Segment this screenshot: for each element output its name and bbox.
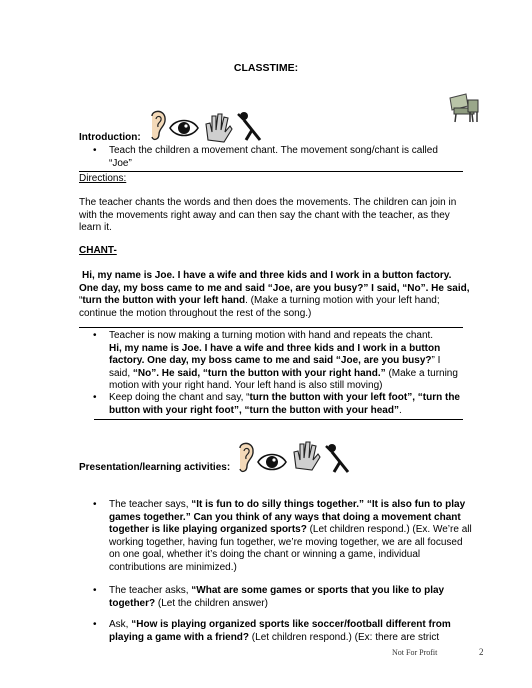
directions-heading: Directions: bbox=[79, 173, 127, 184]
eye-icon bbox=[258, 455, 286, 470]
bullet-dot: • bbox=[93, 499, 97, 510]
item-1-note: (Let children respond.) (Ex. We’re all working together, having fun together, we’re moving together, we are all focused on one goal, whether it’s doing the chant or winning a game, individual contributions are minimized.) bbox=[109, 524, 472, 573]
chant-step-2-intro: Keep doing the chant and say, “ bbox=[109, 392, 250, 403]
presentation-item-1 bbox=[109, 499, 474, 574]
footer-label: Not For Profit bbox=[392, 648, 438, 657]
chant-heading: CHANT- bbox=[79, 245, 117, 256]
item-1-intro: The teacher says, bbox=[109, 499, 192, 510]
chant-step-2-end: . bbox=[398, 404, 402, 416]
chant-paragraph bbox=[79, 270, 471, 320]
stretching-person-icon bbox=[238, 112, 260, 140]
chant-instruction: . (Make a turning motion with your left hand; continue the motion throughout the rest of the song.) bbox=[79, 295, 440, 319]
presentation-item-3 bbox=[109, 619, 471, 644]
directions-text: The teacher chants the words and then does the movements. The children can join in with the movements right away and can then say the chant with the teacher, as they learn it. bbox=[79, 197, 457, 233]
chant-step-1-instruction: (Make a turning motion with your right hand. Your left hand is also still moving) bbox=[109, 367, 458, 391]
intro-icon-row bbox=[146, 108, 266, 144]
chant-step-2 bbox=[109, 392, 469, 417]
stretching-person-icon bbox=[326, 444, 348, 472]
chant-step-1-intro: Teacher is now making a turning motion with hand and repeats the chant. bbox=[109, 330, 434, 341]
intro-bullet-text: Teach the children a movement chant. The movement song/chant is called “Joe” bbox=[109, 145, 438, 169]
chant-step-1-bold: Hi, my name is Joe. I have a wife and three kids and I work in a button factory. One day, my boss came to me and said “Joe, are you busy? bbox=[109, 342, 441, 366]
hand-icon bbox=[206, 114, 232, 142]
bullet-dot: • bbox=[93, 330, 97, 341]
item-3-intro: Ask, bbox=[109, 619, 132, 630]
page-title: CLASSTIME: bbox=[233, 62, 299, 74]
ear-icon bbox=[152, 111, 165, 139]
chant-quote-open: “ bbox=[79, 295, 83, 306]
item-3-bold: “How is playing organized sports like soccer/football different from playing a game with a friend? bbox=[109, 619, 451, 643]
item-2-intro: The teacher asks, bbox=[109, 585, 192, 596]
introduction-heading: Introduction: bbox=[79, 132, 141, 143]
bullet-dot: • bbox=[93, 392, 97, 403]
chant-text-bold: Hi, my name is Joe. I have a wife and three kids and I work in a button factory. One day, my boss came to me and said “Joe, are you busy?” I said, “No”. He said, bbox=[79, 270, 470, 294]
page-number: 2 bbox=[479, 647, 484, 657]
bullet-dot: • bbox=[93, 145, 97, 156]
divider-line bbox=[79, 171, 463, 172]
chant-step-1-right-hand: “No”. He said, “turn the button with your right hand.” bbox=[132, 367, 386, 379]
bullet-dot: • bbox=[93, 619, 97, 630]
item-2-bold: “What are some games or sports that you like to play together? bbox=[109, 585, 445, 609]
divider-line bbox=[79, 327, 463, 328]
presentation-item-2 bbox=[109, 585, 469, 610]
eye-icon bbox=[170, 121, 198, 136]
item-3-note: (Let children respond.) (Ex: there are strict bbox=[249, 631, 440, 643]
ear-icon bbox=[240, 443, 253, 471]
presentation-icon-row bbox=[234, 436, 354, 476]
presentation-heading: Presentation/learning activities: bbox=[79, 462, 231, 473]
item-2-note: (Let the children answer) bbox=[155, 597, 268, 609]
divider-line bbox=[94, 419, 463, 420]
chant-step-1 bbox=[109, 330, 463, 393]
chant-step-1-said: ” I said, bbox=[109, 355, 441, 379]
classroom-desk-icon bbox=[446, 92, 482, 124]
chant-step-2-bold: turn the button with your left foot”, “turn the button with your right foot”, “turn the button with your head” bbox=[109, 392, 460, 416]
chant-left-hand: turn the button with your left hand bbox=[82, 295, 246, 306]
hand-icon bbox=[294, 442, 320, 470]
bullet-dot: • bbox=[93, 585, 97, 596]
item-1-bold: “It is fun to do silly things together.” “It is also fun to play games together.” Can you think of any ways that doing a movement chant together is like playing organized sports? bbox=[109, 499, 466, 535]
